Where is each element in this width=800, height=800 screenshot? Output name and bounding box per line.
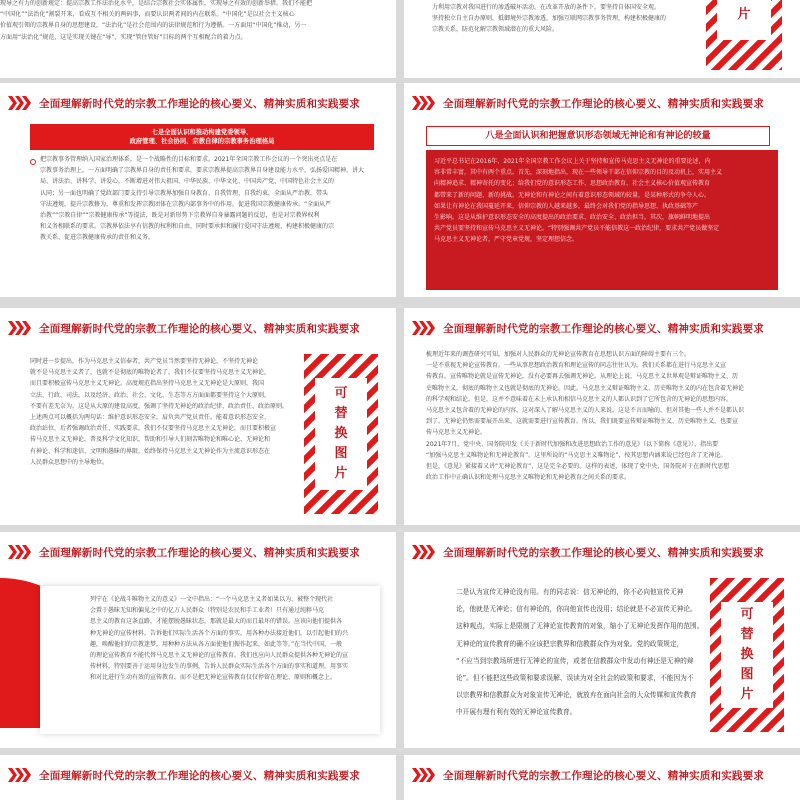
slide-card <box>0 532 396 748</box>
slide-header <box>404 540 800 564</box>
chevron-icon <box>412 96 433 110</box>
paragraph: 二是认为宣传无神论没有用。有的同志说：信无神论的，你不必向他宣传无神 论，他就是无神论；信有神论的，你向他宣传也没用；结论就是不必宣传无神论。 这种观点，实际上是限制了无神论宣传教育的对象，缩小了无神论发挥作用的范围。 无神论的宣传教育的确不应该把宗教界和信教群众作为对象。党的政策规定， “不应当到宗教场所进行无神论的宣传，或者在信教群众中发动有神还是无神的辩 论”。但不能把这些政策和要求误解、误读为对全社会的政策和要求，不能因为不 以宗教界和信教群众为对象宣传无神论，就放弃在面向社会的大众传媒和宣传教育 中开展有理有利有效的无神论宣传教育。 <box>456 588 704 717</box>
paragraph: 习近平总书记在2016年、2021年全国宗教工作会议上关于坚持和宣传马克思主义无神论的重要论述，内 容非常丰富，其中有两个重点。首先，深刻地指出，现在一些领导干部在信仰宗教的目的及动机上，实用主义 向精神追求、精神寄托的变化；给我们党的意识形态工作、思想政治教育、社会主义核心价值观宣传教育 都带来了新的问题、新的挑战。无神论和有神论之间有着意识形态领域的较量，是某种形式的争夺人心。 如果让有神论在我国蔓延开来，信仰宗教的人越来越多，最终会对我们党的指导思想、执政基础等产 生影响。这是从维护意识形态安全的高度提出的政治要求、政治安全、政治担当。其次，旗帜鲜明地提出 共产党员要坚持和宣传马克思主义无神论。“特别强调共产党员不能信教这一政治纪律，要求共产党员做坚定 马克思主义无神论者，严守党章党规，坚定理想信念。 <box>434 158 723 244</box>
slide-title: 全面理解新时代党的宗教工作理论的核心要义、精神实质和实践要求 <box>443 322 764 335</box>
slide-header <box>404 763 800 787</box>
slide-card <box>404 83 800 297</box>
slide-title: 全面理解新时代党的宗教工作理论的核心要义、精神实质和实践要求 <box>443 97 764 110</box>
paragraph: 现导之有力的创新规定：提高宗教工作法治化水平，是结合宗教社会实体属性，实现导之有效的创新举措。我们不能把 “中国化”“法治化”割裂开来，看成互不相关的两码事，而要认识两者间的内在联系。“中国化”是以社会主义核心 价值观引领的宗教界自身的思想建设，“法治化”是社会范围内的法律规范和行为遵循。一方面用“中国化”推动，另一 方面用“法治化”规范，这是实现关键在“导”、实现“管住管好”目标的两个互相配合的着力点。 <box>0 0 313 41</box>
slide-header <box>0 540 396 564</box>
slide-card <box>404 532 800 748</box>
paragraph: 同时进一步提出，作为马克思主义信奉者，共产党员当然要坚持无神论，不坚持无神论 就不是马克思主义者了，也就不是彻底的唯物论者了。我们不仅要坚持马克思主义无神论， 而且要积极宣传马克思主义无神论。高度规范指出坚持马克思主义无神论是大原则，我国 立法、行政、司法，以及经济、政治、社会、文化、生态等方方面面都要坚持这个大原则， 不要有差无奈为。这是从大原的建设高度，强调了坚持无神论的政治纪律、政治责任、政治原则。 上述两点可以概括为两句话：维护意识形态安全，肩负共产党员责任。能着意识形态安全、 政治站位，后者强调政治责任、实践要求。我们不仅要坚持马克思主义无神论，而且要积极宣 传马克思主义无神论，普及科学文化知识，帮助和引导人们刻苦唯物论和唯心论、无神论和 有神论、科学和迷信、文明和愚昧的界限，始终保持马克思主义无神论作为主流意识形态在 人民群众思想中的主导地位。 <box>30 358 289 466</box>
chevron-icon <box>8 321 29 335</box>
placeholder-image: 片 <box>706 0 782 70</box>
paragraph: 梳理近年来的调查研究可知，加强对人民群众的无神论宣传教育在思想认识方面的障碍主要有三个。 一是不重视无神论宣传教育。一些从事思想政治教育和理论宣传的同志往往认为，我们关系都在进行马克思主义宣 传教育，宣传唯物论就是宣传无神论，没有必要再去强调无神论。从理论上说，马克思主义世界观是辩证唯物主义、历 史唯物主义，彻底的唯物主义也就是彻底的无神论。因此，马克思主义辩证唯物主义、历史唯物主义的内在包含着无神论 的科学观和结论。但是，这并不意味着在未上承认和相信马克思主义的人都认识到了它所包含的无神论的思想内容。 马克思主义包含着的无神论的内容，这对深入了解马克思主义的人来说，这是不言而喻的，但对其他一些人并不是都认识 到了。无神论仍然需要展开出来，这就需要进行宣传教育。所以，我们既要宣传辩证唯物主义、历史唯物主义，也要宣 传马克思主义无神论。 2021年7月，党中央、国务院印发《关于新时代加强和改进思想政治工作的意见》（以下简称《意见》），指出要 “加强马克思主义唯物论和无神论教育”。这里所说的“马克思主义唯物论”，按其思想内涵来说已经包含了无神论。 但是，《意见》紧接着又讲“无神论教育”，这是完全必要的。这样的表述，体现了党中央、国务院对于在新时代思想 政治工作中正确认识和处理马克思主义唯物论和无神论教育之间关系的要求。 <box>426 351 745 482</box>
slide-header <box>404 316 800 340</box>
quote-card <box>40 586 380 734</box>
slide-title: 全面理解新时代党的宗教工作理论的核心要义、精神实质和实践要求 <box>443 769 764 782</box>
slide-header <box>0 316 396 340</box>
chevron-icon <box>8 96 29 110</box>
slide-card <box>404 755 800 800</box>
section-banner: 七是全面认识和推动构建党委领导、 政府管理、社会协同、宗教自律的宗教事务治理格局 <box>30 124 374 150</box>
slide-card <box>0 308 396 525</box>
slide-title: 全面理解新时代党的宗教工作理论的核心要义、精神实质和实践要求 <box>443 546 764 559</box>
slide-header <box>0 763 396 787</box>
slide-title: 全面理解新时代党的宗教工作理论的核心要义、精神实质和实践要求 <box>39 97 360 110</box>
section-heading: 八是全面认识和把握意识形态领域无神论和有神论的较量 <box>426 126 770 146</box>
slide-card <box>404 308 800 525</box>
slide-title: 全面理解新时代党的宗教工作理论的核心要义、精神实质和实践要求 <box>39 322 360 335</box>
slide-header <box>0 91 396 115</box>
slide-header <box>404 91 800 115</box>
chevron-icon <box>412 545 433 559</box>
chevron-icon <box>412 768 433 782</box>
slide-card <box>0 755 396 800</box>
chevron-icon <box>8 545 29 559</box>
slide-card <box>404 0 800 78</box>
chevron-icon <box>8 768 29 782</box>
paragraph: 力利用宗教对我国进行的渗透破坏活动，在改革开放的条件下，要坚持自体国安全观。 坚持独立自主自办原则，抵御境外宗教渗透，加强互联网宗教事务管理，构建积极健康的 宗教关系，防范化解宗教领域潜在的重大风险。 <box>432 4 667 34</box>
placeholder-image: 可 替 换 图 片 <box>304 354 378 514</box>
chevron-icon <box>412 321 433 335</box>
slide-card <box>0 0 396 78</box>
content-block <box>426 150 778 290</box>
slide-card <box>0 83 396 297</box>
paragraph: 列宁在《论战斗唯物主义的意义》一文中指出：“一个马克思主义者如果以为，被整个现代社 会置于愚昧无知和偏见之中的亿万人民群众（特别是农民和手工业者）只有通过纯粹马克 思主义的教育这条直路，才能摆脱愚昧状态，那就是最大的而且最坏的错误。应该向他们提供各 种无神论的宣传材料，告诉他们实际生活各个方面的事实，用各种办法接近他们，以引起他们的兴 趣，唤醒他们的宗教迷梦，用种种方法从各方面使他们振作起来，如此等等。”在当代中国，一般 的理论宣传教育不能代替马克思主义无神论的宣传教育。我们也应向人民群众提供各种无神论的宣 传材料，特别要善于运用身边发生的事例，告诉人民群众实际生活各个方面的事实和道理，用事实 和对比进行生动有效的宣传教育，而不是把无神论宣传教育仅仅停留在理论、原则和概念上。 <box>90 596 349 682</box>
slide-title: 全面理解新时代党的宗教工作理论的核心要义、精神实质和实践要求 <box>39 769 360 782</box>
placeholder-image: 可 替 换 图 片 <box>710 578 784 732</box>
paragraph: 把宗教事务管理纳入国家治理体系，是一个战略性的目标和要求。2021年全国宗教工作会议的一个突出亮点是在 宗教事务治理上，一方面明确了宗教界自身的责任和要求，要求宗教界提高宗教界自身建设能力水平，弘扬爱国精神，讲大 局、讲法治、讲科学、讲爱心，不断增进对伟大祖国、中华民族、中华文化、中国共产党、中国特色社会主义的 认同；另一面也明确了党政部门要支持引导宗教界加强自身教育、自我管理、自我约束，全面从严治教，带头 守法遵规，提升宗教修为，尊重和发挥宗教团体在宗教内部事务中的作用，促进我国宗教健康传承。“全面从严 治教”“宗教自律”“宗教健康传承”等提法，既是对新形势下宗教界自身暴露问题的反思，也是对宗教界权利 和义务相联系的要求。宗教界依法享有信教的权利和自由，同时要承担和履行爱国守法遵规、构建积极健康的宗 教关系、促进宗教健康传承的责任和义务。 <box>40 156 365 242</box>
bullet-icon <box>30 159 36 165</box>
slide-title: 全面理解新时代党的宗教工作理论的核心要义、精神实质和实践要求 <box>39 546 360 559</box>
